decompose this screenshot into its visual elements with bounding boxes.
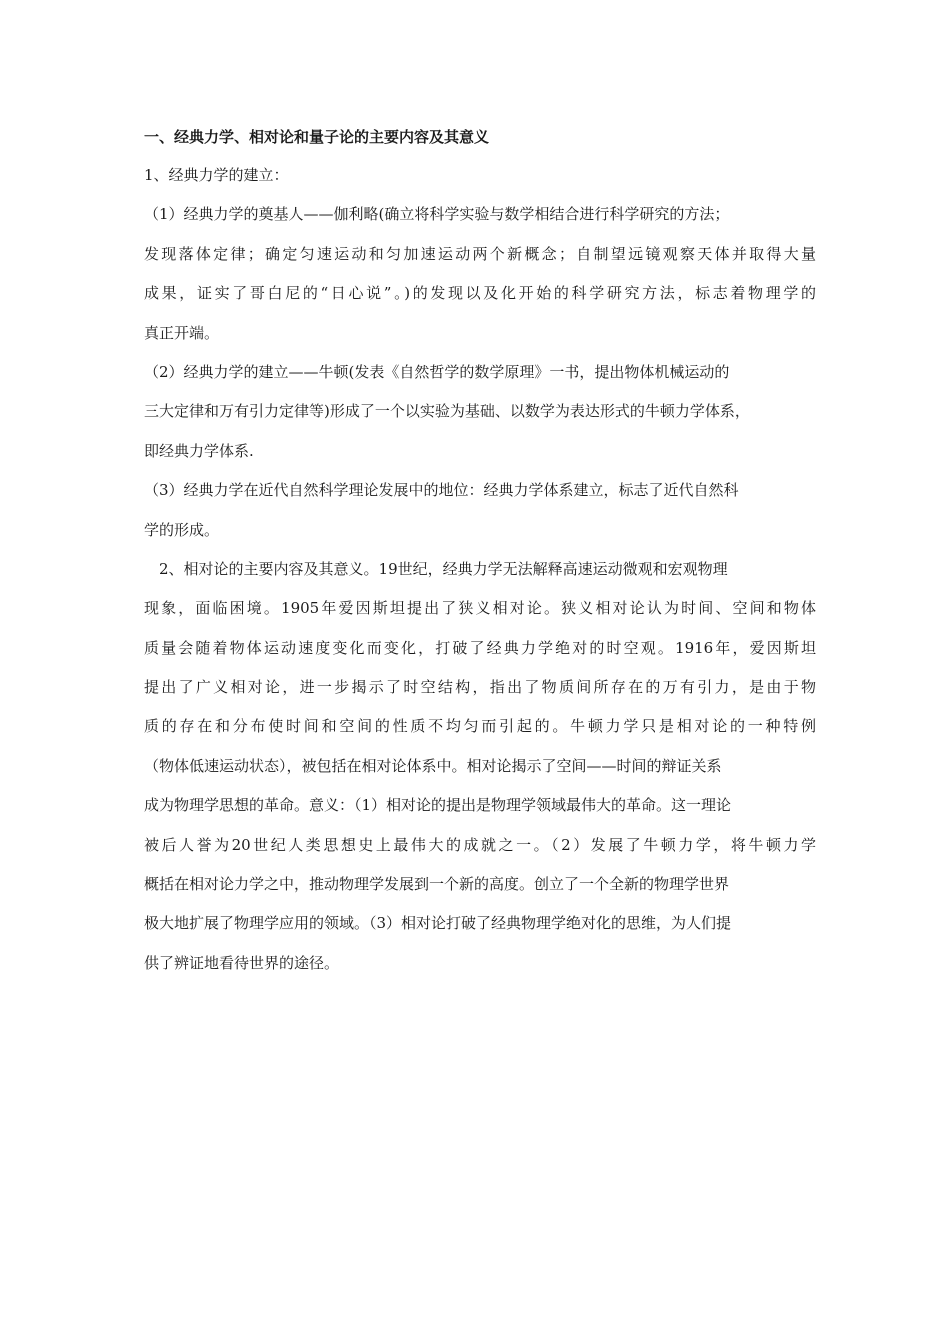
text-line: 成为物理学思想的革命。意义：（1）相对论的提出是物理学领域最伟大的革命。这一理论 [144,796,732,815]
text-line: 2、相对论的主要内容及其意义。19世纪，经典力学无法解释高速运动微观和宏观物理 [144,559,728,578]
text-line: 三大定律和万有引力定律等)形成了一个以实验为基础、以数学为表达形式的牛顿力学体系， [144,402,750,421]
text-line: 概括在相对论力学之中，推动物理学发展到一个新的高度。创立了一个全新的物理学世界 [144,875,730,894]
text-line: （物体低速运动状态），被包括在相对论体系中。相对论揭示了空间——时间的辩证关系 [144,756,722,775]
text-line: 真正开端。 [144,323,220,342]
section-heading: 一、经典力学、相对论和量子论的主要内容及其意义 [144,128,490,146]
text-line: 质量会随着物体运动速度变化而变化，打破了经典力学绝对的时空观。1916年，爱因斯坦 [144,638,816,657]
text-line: 1、经典力学的建立： [144,166,289,184]
text-line: （2）经典力学的建立——牛顿(发表《自然哲学的数学原理》一书，提出物体机械运动的 [144,362,730,381]
text-line: 即经典力学体系. [144,441,254,460]
text-line: 现象，面临困境。1905年爱因斯坦提出了狭义相对论。狭义相对论认为时间、空间和物体 [144,599,816,618]
text-line: 极大地扩展了物理学应用的领域。（3）相对论打破了经典物理学绝对化的思维，为人们提 [144,914,732,933]
text-line: 质的存在和分布使时间和空间的性质不均匀而引起的。牛顿力学只是相对论的一种特例 [144,717,816,736]
document-page [144,118,816,983]
text-line: 提出了广义相对论，进一步揭示了时空结构，指出了物质间所存在的万有引力，是由于物 [144,678,816,697]
text-line: （3）经典力学在近代自然科学理论发展中的地位：经典力学体系建立，标志了近代自然科 [144,481,739,500]
text-line: 发现落体定律；确定匀速运动和匀加速运动两个新概念；自制望远镜观察天体并取得大量 [144,244,816,263]
text-line: 供了辨证地看待世界的途径。 [144,953,340,972]
text-line: 被后人誉为20世纪人类思想史上最伟大的成就之一。（2）发展了牛顿力学，将牛顿力学 [144,835,816,854]
text-line: 成果，证实了哥白尼的“日心说”。)的发现以及化开始的科学研究方法，标志着物理学的 [144,284,816,303]
text-line: 学的形成。 [144,520,220,539]
text-line: （1）经典力学的奠基人——伽利略(确立将科学实验与数学相结合进行科学研究的方法； [144,205,730,224]
